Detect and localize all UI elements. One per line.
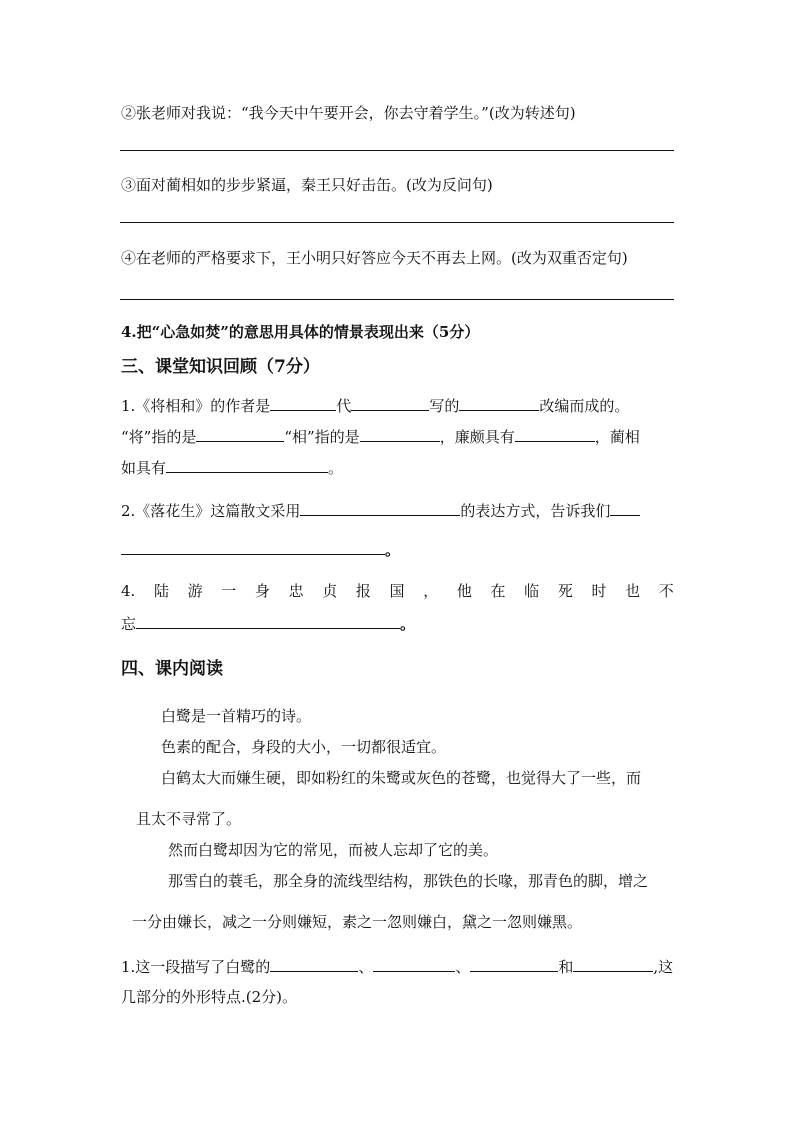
blank-dynasty-writer[interactable] [351,394,429,411]
s3-q1-line1 [121,394,629,416]
blank-feature-1[interactable] [270,955,358,972]
s3-q1-text-3: 写的 [429,397,460,415]
s3-q1-text-5: “将”指的是 [121,428,197,446]
s4-q1-sep-1: 、 [358,958,374,976]
answer-line-q3[interactable] [120,222,674,223]
blank-source[interactable] [459,394,539,411]
passage-line: 白鹤太大而嫌生硬，即如粉红的朱鹭或灰色的苍鹭，也觉得大了一些，而 [161,769,642,787]
s3-q1-text-9: 如具有 [121,459,167,477]
s3-q1-line3 [121,456,343,478]
s3-q4-char: 一 [221,582,237,600]
s3-q1-text-2: 代 [336,397,352,415]
s3-q1-text-4: 改编而成的。 [539,397,630,415]
s3-q4-char: 国 [389,582,405,600]
blank-linxiangru[interactable] [166,456,328,473]
section-3-heading: 三、课堂知识回顾（7分） [121,357,320,377]
s3-q4-char: 时 [591,582,607,600]
passage-line: 那雪白的蓑毛，那全身的流线型结构，那铁色的长喙，那青色的脚，增之 [168,872,649,890]
s3-q4-char: 贞 [322,582,338,600]
s4-q1-line2: 几部分的外形特点.(2分)。 [121,988,298,1006]
s3-q1-text-10: 。 [328,459,344,477]
s3-q4-char: 4. [121,582,136,600]
passage-line: 然而白鹭却因为它的常见，而被人忘却了它的美。 [168,841,499,859]
section-4-heading: 四、课内阅读 [121,659,223,679]
s3-q2-line1 [121,499,640,521]
blank-lianpo[interactable] [515,425,595,442]
task-4-prompt: 4.把“心急如焚”的意思用具体的情景表现出来（5分） [121,323,480,341]
question-3-text: ③面对蔺相如的步步紧逼，秦王只好击缶。(改为反问句) [121,176,493,194]
answer-line-q4[interactable] [120,299,674,300]
s3-q2-text-3: 。 [385,541,401,559]
passage-line: 色素的配合，身段的大小，一切都很适宜。 [161,738,447,756]
blank-feature-4[interactable] [573,955,653,972]
s3-q4-char: 在 [490,582,506,600]
blank-jiang[interactable] [196,425,284,442]
s3-q4-char: ， [423,582,439,600]
blank-author[interactable] [270,394,336,411]
s3-q4-text-2: 忘 [121,615,137,633]
s3-q4-char: 死 [557,582,573,600]
s3-q4-char: 不 [658,582,674,600]
s3-q4-char: 也 [625,582,641,600]
s4-q1-sep-2: 、 [455,958,471,976]
blank-lesson[interactable] [121,538,385,555]
s3-q4-char: 临 [524,582,540,600]
passage-line: 且太不寻常了。 [136,810,242,828]
s3-q1-line2 [121,425,640,447]
blank-feature-3[interactable] [470,955,558,972]
s3-q4-char: 游 [187,582,203,600]
s4-q1-line1 [121,955,673,977]
s3-q2-line2 [121,538,400,560]
s3-q1-text-1: 1.《将相和》的作者是 [121,397,271,415]
blank-feature-2[interactable] [373,955,455,972]
blank-xiang[interactable] [360,425,440,442]
s3-q1-text-8: ，蔺相 [594,428,640,446]
blank-lesson-start[interactable] [610,499,640,516]
s3-q1-text-6: “相”指的是 [284,428,360,446]
s4-q1-text-3: ,这 [653,958,674,976]
s4-q1-text-1: 1.这一段描写了白鹭的 [121,958,271,976]
passage-line: 白鹭是一首精巧的诗。 [161,707,312,725]
s3-q4-line2 [121,612,415,634]
s3-q4-char: 他 [456,582,472,600]
s3-q2-text-1: 2.《落花生》这篇散文采用 [121,502,301,520]
s3-q4-text-3: 。 [400,615,416,633]
s3-q4-char: 忠 [288,582,304,600]
answer-line-q2[interactable] [120,150,674,151]
s3-q4-line1 [121,581,674,601]
s3-q4-char: 身 [254,582,270,600]
question-2-text: ②张老师对我说：“我今天中午要开会，你去守着学生。”(改为转述句) [121,104,576,122]
s3-q2-text-2: 的表达方式，告诉我们 [460,502,611,520]
s3-q4-char: 报 [355,582,371,600]
s3-q1-text-7: ，廉颇具有 [439,428,515,446]
passage-line: 一分由嫌长，减之一分则嫌短，素之一忽则嫌白，黛之一忽则嫌黑。 [132,913,583,931]
s3-q4-char: 陆 [153,582,169,600]
blank-expression[interactable] [300,499,460,516]
question-4-text: ④在老师的严格要求下，王小明只好答应今天不再去上网。(改为双重否定句) [121,249,628,267]
blank-luyou[interactable] [136,612,400,629]
s4-q1-text-2: 和 [558,958,574,976]
